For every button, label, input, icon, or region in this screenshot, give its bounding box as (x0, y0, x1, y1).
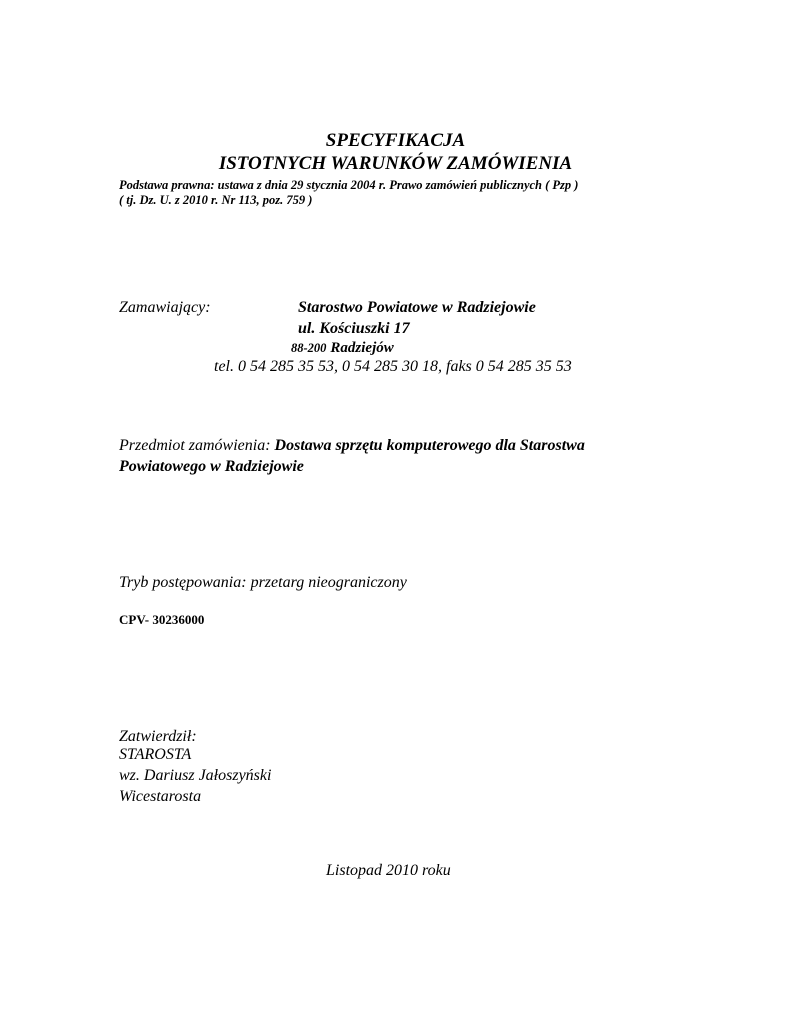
postal-code: 88-200 (291, 341, 327, 355)
approval-position: Wicestarosta (119, 788, 202, 805)
document-title: SPECYFIKACJA (325, 130, 466, 151)
document-date: Listopad 2010 roku (326, 862, 451, 879)
subject-text: Dostawa sprzętu komputerowego dla Starostwa (274, 437, 585, 454)
contracting-authority-phone-fax: tel. 0 54 285 35 53, 0 54 285 30 18, faks 0 54 285 35 53 (214, 358, 572, 375)
procedure-mode: Tryb postępowania: przetarg nieograniczony (119, 574, 407, 591)
legal-basis: Podstawa prawna: ustawa z dnia 29 stycznia 2004 r. Prawo zamówień publicznych ( Pzp ) (119, 178, 579, 192)
subject-label: Przedmiot zamówienia: (119, 437, 271, 454)
subject-line (119, 437, 585, 455)
contracting-authority-address (291, 339, 394, 357)
contracting-authority-street: ul. Kościuszki 17 (298, 320, 410, 337)
legal-basis-reference: ( tj. Dz. U. z 2010 r. Nr 113, poz. 759 ) (119, 193, 313, 207)
contracting-authority-name: Starostwo Powiatowe w Radziejowie (298, 299, 536, 316)
city: Radziejów (330, 340, 394, 356)
cpv-code: CPV- 30236000 (119, 612, 205, 627)
approval-role: STAROSTA (119, 746, 192, 763)
approval-label: Zatwierdził: (119, 728, 197, 745)
subject-text-continued: Powiatowego w Radziejowie (119, 458, 304, 475)
contracting-authority-label: Zamawiający: (119, 299, 211, 316)
approval-signatory: wz. Dariusz Jałoszyński (119, 767, 272, 784)
document-subtitle: ISTOTNYCH WARUNKÓW ZAMÓWIENIA (218, 153, 573, 174)
